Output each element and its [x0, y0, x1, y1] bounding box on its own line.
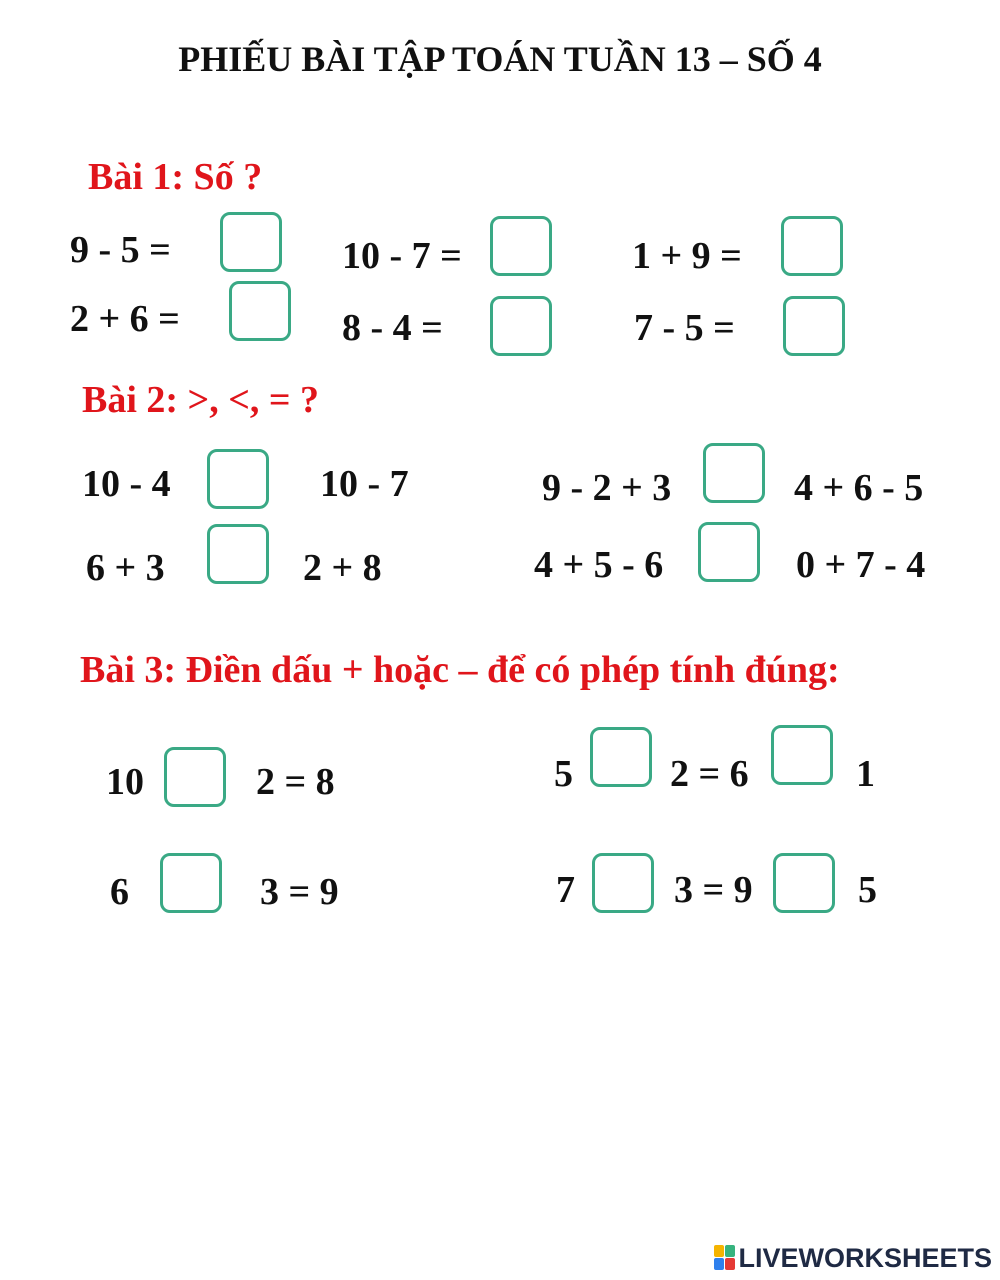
bai3-rest-4: 3 = 9 [674, 869, 753, 911]
bai1-answer-box-6[interactable] [783, 296, 845, 356]
page-title: PHIẾU BÀI TẬP TOÁN TUẦN 13 – SỐ 4 [178, 39, 822, 79]
bai2-left-1: 10 - 4 [82, 463, 171, 505]
liveworksheets-brand [714, 1243, 992, 1273]
bai1-expr-4: 2 + 6 = [70, 298, 180, 340]
bai2-left-2: 9 - 2 + 3 [542, 467, 672, 509]
bai3-heading: Bài 3: Điền dấu + hoặc – để có phép tính đúng: [80, 649, 840, 691]
bai1-expr-1: 9 - 5 = [70, 229, 171, 271]
bai3-sign-box-2a[interactable] [590, 727, 652, 787]
bai3-sign-box-2b[interactable] [771, 725, 833, 785]
bai2-heading: Bài 2: >, <, = ? [82, 379, 320, 421]
bai3-operand-1a: 10 [106, 761, 144, 803]
bai3-operand-2a: 5 [554, 753, 573, 795]
bai1-answer-box-4[interactable] [229, 281, 291, 341]
bai3-sign-box-4a[interactable] [592, 853, 654, 913]
bai1-answer-box-5[interactable] [490, 296, 552, 356]
bai1-answer-box-2[interactable] [490, 216, 552, 276]
bai3-operand-3a: 6 [110, 871, 129, 913]
liveworksheets-logo-icon [714, 1245, 736, 1271]
bai3-rest-2: 2 = 6 [670, 753, 749, 795]
bai3-sign-box-1[interactable] [164, 747, 226, 807]
bai2-compare-box-2[interactable] [703, 443, 765, 503]
bai3-operand-4c: 5 [858, 869, 877, 911]
bai2-compare-box-3[interactable] [207, 524, 269, 584]
bai1-expr-6: 7 - 5 = [634, 307, 735, 349]
bai2-right-3: 2 + 8 [303, 547, 382, 589]
bai3-rest-1: 2 = 8 [256, 761, 335, 803]
bai2-left-4: 4 + 5 - 6 [534, 544, 664, 586]
liveworksheets-text: LIVEWORKSHEETS [738, 1242, 992, 1273]
bai1-expr-5: 8 - 4 = [342, 307, 443, 349]
bai3-rest-3: 3 = 9 [260, 871, 339, 913]
bai3-operand-4a: 7 [556, 869, 575, 911]
bai2-right-4: 0 + 7 - 4 [796, 544, 926, 586]
bai1-expr-2: 10 - 7 = [342, 235, 462, 277]
bai3-sign-box-3[interactable] [160, 853, 222, 913]
bai3-sign-box-4b[interactable] [773, 853, 835, 913]
bai2-right-2: 4 + 6 - 5 [794, 467, 924, 509]
bai2-left-3: 6 + 3 [86, 547, 165, 589]
bai2-compare-box-4[interactable] [698, 522, 760, 582]
bai3-operand-2c: 1 [856, 753, 875, 795]
bai1-expr-3: 1 + 9 = [632, 235, 742, 277]
bai1-answer-box-1[interactable] [220, 212, 282, 272]
bai1-heading: Bài 1: Số ? [88, 156, 263, 198]
bai2-compare-box-1[interactable] [207, 449, 269, 509]
bai2-right-1: 10 - 7 [320, 463, 409, 505]
bai1-answer-box-3[interactable] [781, 216, 843, 276]
